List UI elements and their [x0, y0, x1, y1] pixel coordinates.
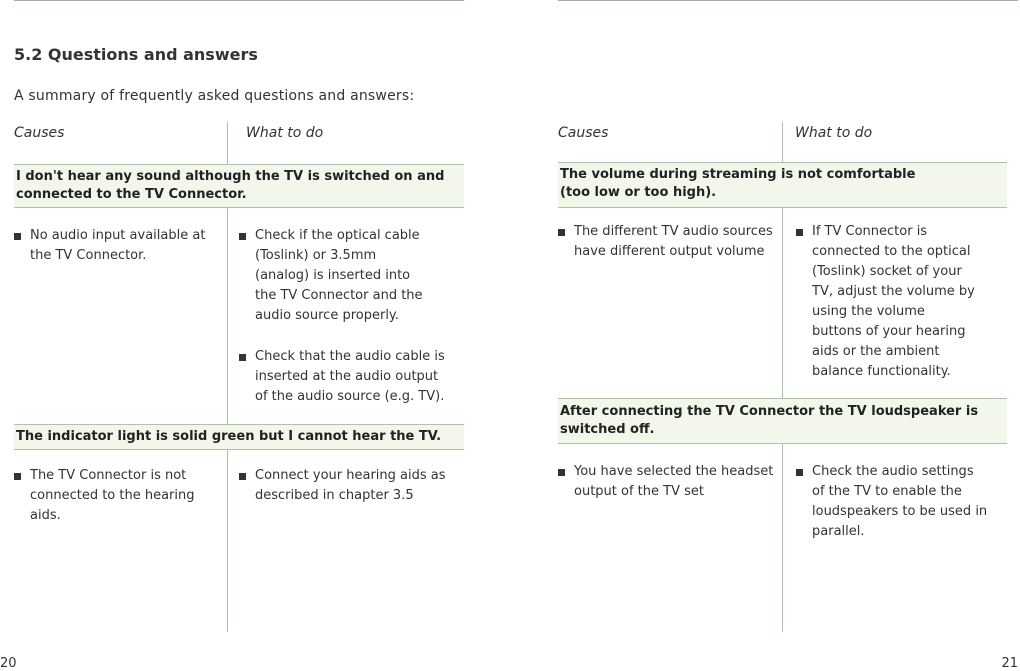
cause-text: No audio input available at the TV Connector. — [30, 228, 206, 263]
question-band-1 — [14, 164, 464, 208]
fix-text: If TV Connector is connected to the optical (Toslink) socket of your TV, adjust the volume by using the volume buttons of your hearing aids or the ambient balance functionality. — [812, 224, 975, 379]
bullet-icon — [796, 229, 803, 236]
top-rule — [14, 0, 464, 1]
cause-text: The different TV audio sources have different output volume — [574, 224, 773, 259]
column-header-causes: Causes — [14, 125, 65, 141]
question-text: The volume during streaming is not comfortable (too low or too high). — [560, 167, 916, 200]
column-header-causes: Causes — [558, 125, 609, 141]
page-number: 21 — [1001, 656, 1018, 671]
page-number: 20 — [0, 656, 17, 671]
fix-text: Check the audio settings of the TV to enable the loudspeakers to be used in parallel. — [812, 464, 988, 539]
question-text: I don't hear any sound although the TV is switched on and connected to the TV Connector. — [16, 169, 445, 202]
fix-text: Check that the audio cable is inserted at the audio output of the audio source (e.g. TV). — [255, 349, 445, 404]
fix-text: Check if the optical cable (Toslink) or 3.5mm (analog) is inserted into the TV Connector and the audio source properly. — [255, 228, 423, 323]
bullet-icon — [14, 233, 21, 240]
bullet-icon — [239, 473, 246, 480]
column-header-what-to-do: What to do — [795, 125, 873, 141]
bullet-icon — [796, 469, 803, 476]
column-header-what-to-do: What to do — [246, 125, 324, 141]
bullet-icon — [14, 473, 21, 480]
bullet-icon — [239, 233, 246, 240]
cause-text: You have selected the headset output of the TV set — [574, 464, 774, 499]
bullet-icon — [558, 469, 565, 476]
question-text: The indicator light is solid green but I cannot hear the TV. — [16, 429, 442, 444]
question-band-2 — [14, 424, 464, 450]
right-page — [510, 0, 1020, 671]
question-band-3 — [558, 162, 1007, 208]
intro-text: A summary of frequently asked questions and answers: — [14, 88, 415, 104]
cause-text: The TV Connector is not connected to the hearing aids. — [30, 468, 195, 523]
section-title: 5.2 Questions and answers — [14, 45, 258, 64]
top-rule — [558, 0, 1018, 1]
question-text: After connecting the TV Connector the TV loudspeaker is switched off. — [560, 404, 979, 437]
bullet-icon — [558, 229, 565, 236]
fix-text: Connect your hearing aids as described in chapter 3.5 — [255, 468, 446, 503]
bullet-icon — [239, 354, 246, 361]
question-band-4 — [558, 398, 1007, 444]
